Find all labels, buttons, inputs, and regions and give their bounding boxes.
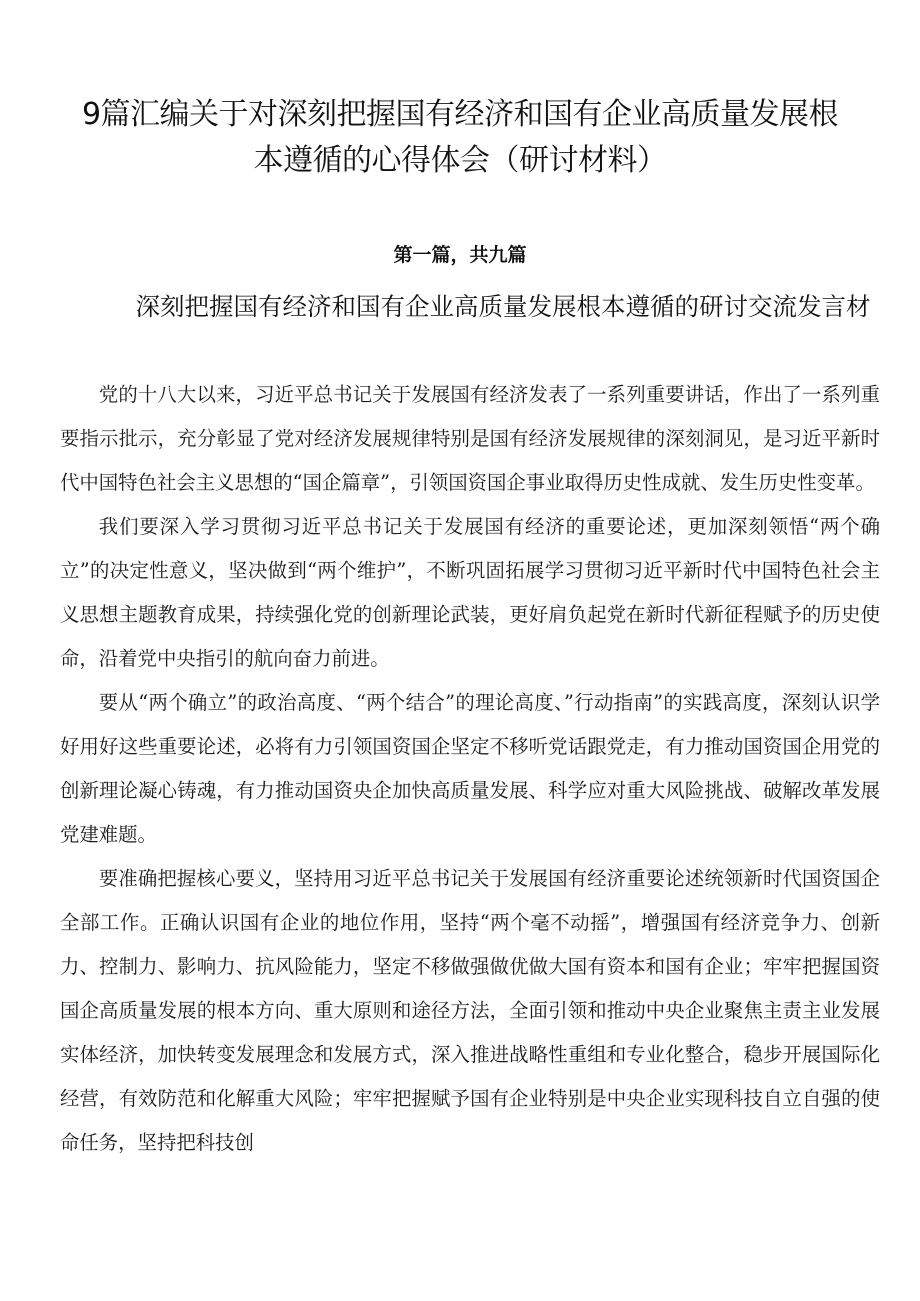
body-text [60,373,880,1165]
document-title: 9篇汇编关于对深刻把握国有经济和国有企业高质量发展根本遵循的心得体会（研讨材料） [81,97,839,178]
paragraph: 我们要深入学习贯彻习近平总书记关于发展国有经济的重要论述，更加深刻领悟“两个确立”的决定性意义，坚决做到“两个维护”，不断巩固拓展学习贯彻习近平新时代中国特色社会主义思想主题教育成果，持续强化党的创新理论武装，更好肩负起党在新时代新征程赋予的历史使命，沿着党中央指引的航向奋力前进。 [60,515,880,670]
paragraph: 党的十八大以来，习近平总书记关于发展国有经济发表了一系列重要讲话，作出了一系列重要指示批示，充分彰显了党对经济发展规律特别是国有经济发展规律的深刻洞见，是习近平新时代中国特色社会主义思想的“国企篇章”，引领国资国企事业取得历史性成就、发生历史性变革。 [60,383,880,494]
part-label: 第一篇，共九篇 [393,244,527,266]
section-title: 深刻把握国有经济和国有企业高质量发展根本遵循的研讨交流发言材 [135,292,871,321]
paragraph: 要从“两个确立”的政治高度、“两个结合”的理论高度、”行动指南”的实践高度，深刻认识学好用好这些重要论述，必将有力引领国资国企坚定不移听党话跟党走，有力推动国资国企用党的创新理论凝心铸魂，有力推动国资央企加快高质量发展、科学应对重大风险挑战、破解改革发展党建难题。 [60,691,880,846]
paragraph: 要准确把握核心要义，坚持用习近平总书记关于发展国有经济重要论述统领新时代国资国企全部工作。正确认识国有企业的地位作用，坚持“两个毫不动摇”，增强国有经济竞争力、创新力、控制力、影响力、抗风险能力，坚定不移做强做优做大国有资本和国有企业；牢牢把握国资国企高质量发展的根本方向、重大原则和途径方法，全面引领和推动中央企业聚焦主责主业发展实体经济，加快转变发展理念和发展方式，深入推进战略性重组和专业化整合，稳步开展国际化经营，有效防范和化解重大风险；牢牢把握赋予国有企业特别是中央企业实现科技自立自强的使命任务，坚持把科技创 [60,867,880,1154]
